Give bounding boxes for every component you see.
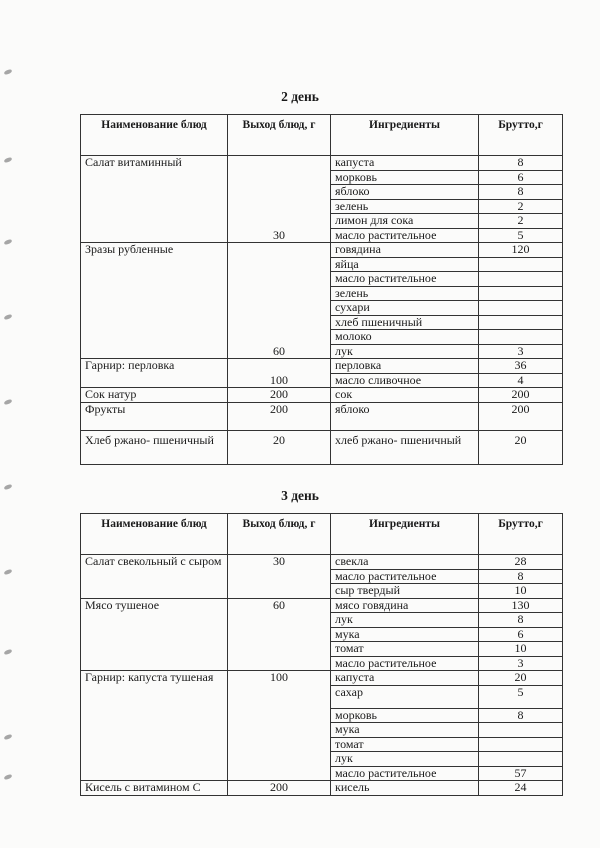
dish-name: Кисель с витамином С <box>81 781 228 796</box>
day-3-menu-table <box>80 513 563 796</box>
ingredient-gross: 20 <box>479 430 563 464</box>
column-header-ingredients: Ингредиенты <box>331 115 479 156</box>
dish-name: Сок натур <box>81 388 228 403</box>
dish-name: Салат витаминный <box>81 156 228 243</box>
table-row <box>81 671 563 686</box>
ingredient-gross: 6 <box>479 170 563 185</box>
ingredient-name: зелень <box>331 286 479 301</box>
punch-mark <box>4 69 13 75</box>
dish-name: Гарнир: перловка <box>81 359 228 388</box>
column-header-yield: Выход блюд, г <box>228 514 331 555</box>
dish-yield: 30 <box>228 555 331 599</box>
ingredient-gross: 8 <box>479 613 563 628</box>
table-row <box>81 388 563 403</box>
ingredient-name: масло сливочное <box>331 373 479 388</box>
punch-mark <box>4 569 13 575</box>
ingredient-gross: 6 <box>479 627 563 642</box>
dish-name: Салат свекольный с сыром <box>81 555 228 599</box>
punch-mark <box>4 399 13 405</box>
ingredient-name: перловка <box>331 359 479 374</box>
ingredient-name: сахар <box>331 685 479 708</box>
punch-mark <box>4 314 13 320</box>
ingredient-name: лук <box>331 613 479 628</box>
ingredient-gross: 3 <box>479 344 563 359</box>
ingredient-gross: 4 <box>479 373 563 388</box>
ingredient-gross: 200 <box>479 388 563 403</box>
day-2-title: 2 день <box>281 89 319 104</box>
ingredient-gross <box>479 315 563 330</box>
column-header-gross: Брутто,г <box>479 115 563 156</box>
table-row <box>81 156 563 171</box>
ingredient-gross <box>479 723 563 738</box>
ingredient-name: лук <box>331 752 479 767</box>
ingredient-name: мясо говядина <box>331 598 479 613</box>
table-header-row <box>81 514 563 555</box>
ingredient-name: сок <box>331 388 479 403</box>
ingredient-name: яблоко <box>331 402 479 430</box>
column-header-ingredients: Ингредиенты <box>331 514 479 555</box>
ingredient-name: томат <box>331 642 479 657</box>
table-row <box>81 430 563 464</box>
ingredient-name: масло растительное <box>331 656 479 671</box>
ingredient-gross: 36 <box>479 359 563 374</box>
dish-yield: 60 <box>228 598 331 671</box>
ingredient-name: яйца <box>331 257 479 272</box>
ingredient-gross: 8 <box>479 569 563 584</box>
dish-yield: 100 <box>228 671 331 781</box>
table-row <box>81 243 563 258</box>
ingredient-gross: 3 <box>479 656 563 671</box>
ingredient-name: сухари <box>331 301 479 316</box>
punch-mark <box>4 157 13 163</box>
dish-name: Зразы рубленные <box>81 243 228 359</box>
dish-yield: 200 <box>228 781 331 796</box>
column-header-gross: Брутто,г <box>479 514 563 555</box>
ingredient-gross: 10 <box>479 642 563 657</box>
dish-yield: 20 <box>228 430 331 464</box>
ingredient-gross: 8 <box>479 185 563 200</box>
day-3-title: 3 день <box>281 488 319 503</box>
ingredient-gross <box>479 272 563 287</box>
ingredient-name: капуста <box>331 671 479 686</box>
ingredient-name: говядина <box>331 243 479 258</box>
ingredient-name: зелень <box>331 199 479 214</box>
punch-mark <box>4 774 13 780</box>
column-header-dish: Наименование блюд <box>81 514 228 555</box>
table-row <box>81 402 563 430</box>
ingredient-name: сыр твердый <box>331 584 479 599</box>
table-header-row <box>81 115 563 156</box>
punch-mark <box>4 239 13 245</box>
ingredient-name: хлеб пшеничный <box>331 315 479 330</box>
ingredient-name: свекла <box>331 555 479 570</box>
ingredient-name: морковь <box>331 708 479 723</box>
column-header-dish: Наименование блюд <box>81 115 228 156</box>
ingredient-name: томат <box>331 737 479 752</box>
ingredient-name: хлеб ржано- пшеничный <box>331 430 479 464</box>
ingredient-gross: 2 <box>479 199 563 214</box>
punch-mark <box>4 649 13 655</box>
ingredient-name: морковь <box>331 170 479 185</box>
ingredient-gross <box>479 257 563 272</box>
ingredient-name: мука <box>331 723 479 738</box>
ingredient-gross: 10 <box>479 584 563 599</box>
dish-yield: 200 <box>228 388 331 403</box>
dish-yield: 30 <box>228 156 331 243</box>
table-row <box>81 781 563 796</box>
ingredient-gross: 200 <box>479 402 563 430</box>
ingredient-name: яблоко <box>331 185 479 200</box>
day-2-menu-table <box>80 114 563 465</box>
punch-mark <box>4 734 13 740</box>
ingredient-gross: 24 <box>479 781 563 796</box>
ingredient-gross: 130 <box>479 598 563 613</box>
dish-yield: 100 <box>228 359 331 388</box>
ingredient-gross: 5 <box>479 228 563 243</box>
ingredient-name: мука <box>331 627 479 642</box>
ingredient-name: кисель <box>331 781 479 796</box>
ingredient-name: масло растительное <box>331 272 479 287</box>
ingredient-name: молоко <box>331 330 479 345</box>
dish-yield: 200 <box>228 402 331 430</box>
ingredient-gross: 8 <box>479 156 563 171</box>
ingredient-gross <box>479 737 563 752</box>
ingredient-name: капуста <box>331 156 479 171</box>
dish-name: Гарнир: капуста тушеная <box>81 671 228 781</box>
table-row <box>81 598 563 613</box>
ingredient-gross: 5 <box>479 685 563 708</box>
ingredient-gross <box>479 286 563 301</box>
ingredient-gross: 2 <box>479 214 563 229</box>
ingredient-gross <box>479 301 563 316</box>
ingredient-gross: 8 <box>479 708 563 723</box>
ingredient-gross: 57 <box>479 766 563 781</box>
ingredient-name: масло растительное <box>331 766 479 781</box>
ingredient-gross: 28 <box>479 555 563 570</box>
ingredient-gross: 20 <box>479 671 563 686</box>
table-row <box>81 555 563 570</box>
ingredient-gross <box>479 330 563 345</box>
dish-yield: 60 <box>228 243 331 359</box>
column-header-yield: Выход блюд, г <box>228 115 331 156</box>
ingredient-gross: 120 <box>479 243 563 258</box>
dish-name: Хлеб ржано- пшеничный <box>81 430 228 464</box>
ingredient-name: лук <box>331 344 479 359</box>
ingredient-name: масло растительное <box>331 228 479 243</box>
dish-name: Фрукты <box>81 402 228 430</box>
ingredient-name: лимон для сока <box>331 214 479 229</box>
dish-name: Мясо тушеное <box>81 598 228 671</box>
ingredient-gross <box>479 752 563 767</box>
table-row <box>81 359 563 374</box>
ingredient-name: масло растительное <box>331 569 479 584</box>
